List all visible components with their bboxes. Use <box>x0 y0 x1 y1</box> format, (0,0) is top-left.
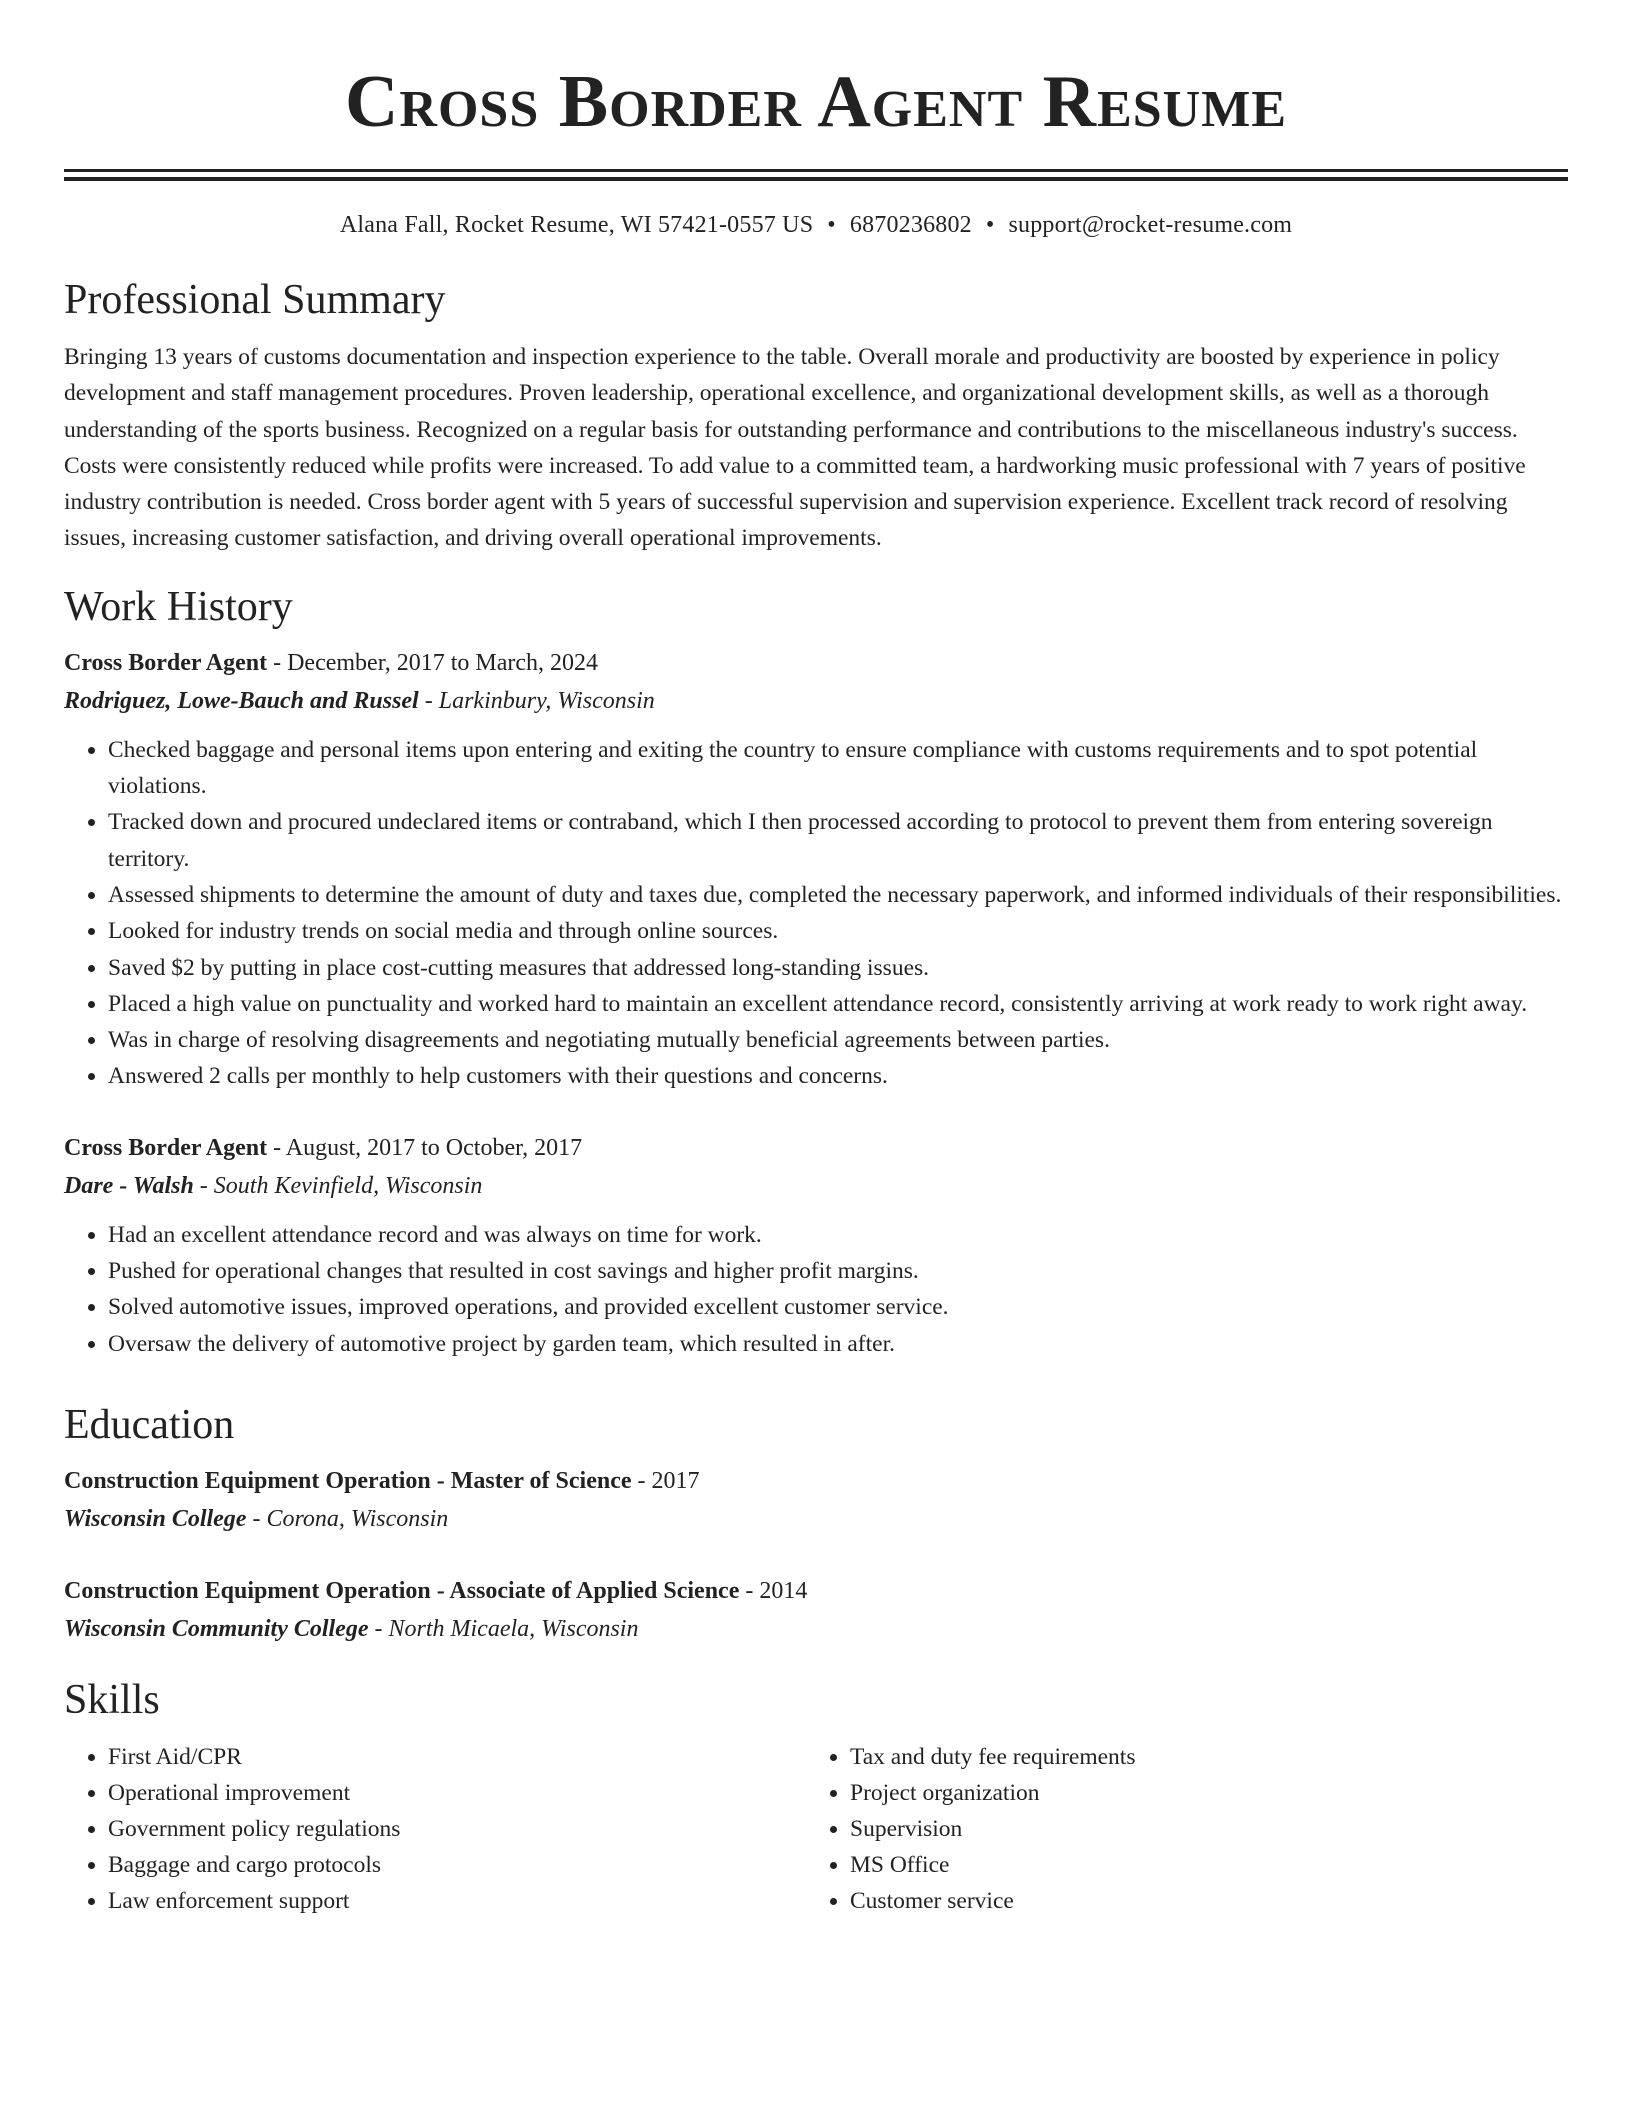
job-company: Dare - Walsh <box>64 1172 194 1199</box>
skill-item: • Project organization <box>850 1775 1548 1811</box>
skill-item: • Government policy regulations <box>108 1811 806 1847</box>
list-item: • Looked for industry trends on social media and through online sources. <box>108 913 1568 949</box>
contact-phone: 6870236802 <box>849 212 972 238</box>
list-item: • Saved $2 by putting in place cost-cutting measures that addressed long-standing issues. <box>108 950 1568 986</box>
skills-column-left <box>64 1739 806 1919</box>
resume-title: Cross Border Agent Resume <box>344 61 1287 143</box>
list-item: • Checked baggage and personal items upon entering and exiting the country to ensure compliance with customs requirements and to spot potential violations. <box>108 732 1568 805</box>
job-company-line <box>64 682 1568 720</box>
education-heading: Education <box>64 1401 235 1448</box>
education-school-line <box>64 1610 1568 1648</box>
list-item: • Placed a high value on punctuality and worked hard to maintain an excellent attendance record, consistently arriving at work ready to work right away. <box>108 986 1568 1022</box>
education-degree: Construction Equipment Operation - Master of Science <box>64 1467 632 1494</box>
job-title: Cross Border Agent <box>64 649 268 676</box>
education-degree-line <box>64 1572 1568 1610</box>
skill-item: • First Aid/CPR <box>108 1739 806 1775</box>
education-entry <box>64 1572 1568 1648</box>
education-school: Wisconsin Community College <box>64 1615 369 1642</box>
skill-item: • Tax and duty fee requirements <box>850 1739 1548 1775</box>
job-duties-list <box>64 732 1568 1095</box>
job-entry <box>64 644 1568 1095</box>
education-location: - Corona, Wisconsin <box>246 1505 449 1532</box>
list-item: • Tracked down and procured undeclared items or contraband, which I then processed according to protocol to prevent them from entering sovereign territory. <box>108 804 1568 877</box>
list-item: • Was in charge of resolving disagreements and negotiating mutually beneficial agreements between parties. <box>108 1022 1568 1058</box>
skill-item: • Baggage and cargo protocols <box>108 1847 806 1883</box>
skills-heading: Skills <box>64 1676 160 1723</box>
skills-list <box>64 1739 806 1919</box>
education-degree-line <box>64 1462 1568 1500</box>
job-location: - Larkinbury, Wisconsin <box>418 687 655 714</box>
summary-text: Bringing 13 years of customs documentation and inspection experience to the table. Overall morale and productivity are boosted by experience in policy development and staff management procedures. Proven leadership, operational excellence, and organizational development skills, as well as a thorough understanding of the sports business. Recognized on a regular basis for outstanding performance and contributions to the miscellaneous industry's success. Costs were consistently reduced while profits were increased. To add value to a committed team, a hardworking music professional with 7 years of positive industry contribution is needed. Cross border agent with 5 years of successful supervision and supervision experience. Excellent track record of resolving issues, increasing customer satisfaction, and driving overall operational improvements. <box>64 344 1526 552</box>
job-dates: - December, 2017 to March, 2024 <box>267 649 599 676</box>
skills-grid <box>64 1739 1568 1919</box>
contact-separator: • <box>985 212 995 238</box>
skill-item: • Supervision <box>850 1811 1548 1847</box>
contact-line <box>64 209 1568 241</box>
education-year: - 2014 <box>739 1577 808 1604</box>
education-location: - North Micaela, Wisconsin <box>368 1615 639 1642</box>
skill-item: • Customer service <box>850 1883 1548 1919</box>
job-location: - South Kevinfield, Wisconsin <box>193 1172 483 1199</box>
job-duties-list <box>64 1217 1568 1362</box>
work-history-heading: Work History <box>64 583 293 630</box>
education-degree: Construction Equipment Operation - Associate of Applied Science <box>64 1577 740 1604</box>
list-item: • Answered 2 calls per monthly to help customers with their questions and concerns. <box>108 1058 1568 1094</box>
skills-list <box>806 1739 1548 1919</box>
job-title-line <box>64 1129 1568 1167</box>
summary-heading: Professional Summary <box>64 277 446 323</box>
job-title-line <box>64 644 1568 682</box>
list-item: • Solved automotive issues, improved operations, and provided excellent customer service. <box>108 1289 1568 1325</box>
title-divider <box>64 169 1568 181</box>
job-company: Rodriguez, Lowe-Bauch and Russel <box>64 687 419 714</box>
education-school: Wisconsin College <box>64 1505 247 1532</box>
skill-item: • MS Office <box>850 1847 1548 1883</box>
job-title: Cross Border Agent <box>64 1134 268 1161</box>
skill-item: • Operational improvement <box>108 1775 806 1811</box>
job-company-line <box>64 1167 1568 1205</box>
education-entry <box>64 1462 1568 1538</box>
list-item: • Pushed for operational changes that resulted in cost savings and higher profit margins. <box>108 1253 1568 1289</box>
contact-address: Alana Fall, Rocket Resume, WI 57421-0557 US <box>339 212 814 238</box>
contact-email: support@rocket-resume.com <box>1008 212 1293 238</box>
list-item: • Assessed shipments to determine the amount of duty and taxes due, completed the necessary paperwork, and informed individuals of their responsibilities. <box>108 877 1568 913</box>
education-school-line <box>64 1500 1568 1538</box>
list-item: • Had an excellent attendance record and was always on time for work. <box>108 1217 1568 1253</box>
skill-item: • Law enforcement support <box>108 1883 806 1919</box>
list-item: • Oversaw the delivery of automotive project by garden team, which resulted in after. <box>108 1326 1568 1362</box>
job-entry <box>64 1129 1568 1362</box>
job-dates: - August, 2017 to October, 2017 <box>267 1134 583 1161</box>
skills-column-right <box>806 1739 1548 1919</box>
resume-page <box>64 0 1568 1919</box>
contact-separator: • <box>827 212 836 238</box>
education-year: - 2017 <box>631 1467 700 1494</box>
